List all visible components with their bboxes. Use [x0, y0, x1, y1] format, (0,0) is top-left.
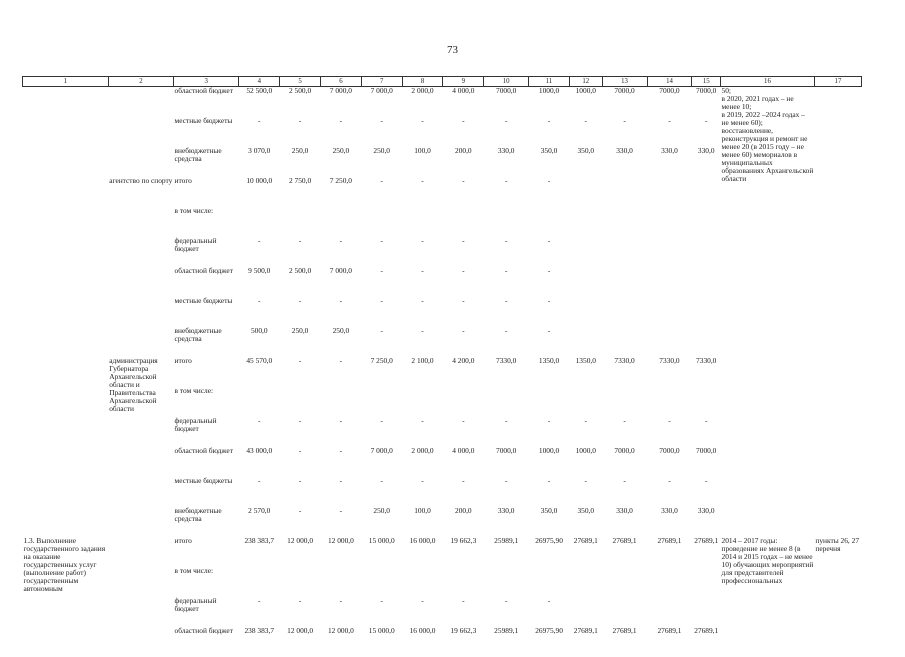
amount-cell: - [504, 115, 508, 125]
amount-cell: - [462, 295, 465, 305]
amount-cell [361, 567, 402, 597]
amount-cell: - [668, 415, 671, 425]
amount-cell: 4 000,0 [452, 445, 475, 455]
amount-cell: 7330,0 [496, 355, 517, 365]
column-header: 12 [569, 77, 602, 87]
amount-cell: - [339, 475, 343, 485]
amount-cell: - [421, 175, 424, 185]
amount-cell: 7 000,0 [329, 265, 352, 275]
column-header: 3 [174, 77, 239, 87]
amount-cell: - [504, 595, 508, 605]
amount-cell: 7330,0 [659, 355, 680, 365]
amount-cell: - [258, 415, 261, 425]
amount-cell: - [380, 295, 383, 305]
amount-cell: - [668, 475, 671, 485]
amount-cell: 7000,0 [659, 86, 680, 95]
amount-cell: 238 383,7 [244, 625, 275, 635]
amount-cell [569, 567, 602, 597]
amount-cell [443, 387, 484, 417]
funding-source: федеральный бюджет [174, 235, 217, 253]
amount-cell: 7000,0 [614, 445, 635, 455]
column-header: 13 [602, 77, 647, 87]
amount-cell: 7 250,0 [329, 175, 352, 185]
funding-source: в том числе: [174, 385, 214, 395]
amount-cell [692, 207, 721, 237]
amount-cell [602, 567, 647, 597]
amount-cell: - [704, 115, 708, 125]
empty-cell [23, 357, 109, 537]
amount-cell: - [547, 325, 551, 335]
amount-cell: - [339, 445, 343, 455]
funding-source: областной бюджет [174, 265, 233, 275]
amount-cell: - [504, 175, 508, 185]
budget-table [22, 76, 862, 657]
amount-cell: 25989,1 [494, 535, 519, 545]
amount-cell: - [462, 115, 465, 125]
amount-cell [647, 177, 692, 207]
amount-cell: - [504, 265, 508, 275]
amount-cell: - [298, 475, 302, 485]
amount-cell: - [547, 265, 551, 275]
amount-cell [239, 207, 280, 237]
amount-cell: 350,0 [577, 145, 595, 155]
amount-cell: 250,0 [291, 145, 309, 155]
funding-source: местные бюджеты [174, 115, 233, 125]
amount-cell [239, 387, 280, 417]
amount-cell: - [623, 475, 626, 485]
funding-source: местные бюджеты [174, 295, 233, 305]
funding-source: федеральный бюджет [174, 415, 217, 433]
amount-cell: - [504, 295, 508, 305]
amount-cell [692, 567, 721, 597]
table-body [23, 87, 862, 657]
column-header: 14 [647, 77, 692, 87]
amount-cell: 350,0 [540, 505, 558, 515]
amount-cell: - [339, 355, 343, 365]
amount-cell [569, 597, 602, 627]
amount-cell: - [584, 475, 588, 485]
amount-cell [602, 237, 647, 267]
amount-cell [647, 597, 692, 627]
amount-cell [402, 567, 443, 597]
empty-cell [108, 537, 173, 657]
amount-cell: 350,0 [577, 505, 595, 515]
amount-cell: - [547, 295, 551, 305]
empty-cell [814, 87, 861, 537]
amount-cell: - [380, 115, 383, 125]
amount-cell [602, 177, 647, 207]
amount-cell: - [258, 235, 261, 245]
amount-cell [602, 327, 647, 357]
amount-cell [239, 567, 280, 597]
amount-cell: 330,0 [616, 145, 633, 155]
amount-cell: - [339, 505, 343, 515]
amount-cell: 7000,0 [614, 86, 635, 95]
amount-cell: - [258, 295, 261, 305]
funding-source: областной бюджет [174, 445, 233, 455]
amount-cell: - [258, 595, 261, 605]
amount-cell: 4 000,0 [452, 86, 475, 95]
amount-cell: 100,0 [414, 505, 431, 515]
amount-cell: - [380, 415, 383, 425]
amount-cell: 2 100,0 [411, 355, 434, 365]
amount-cell: - [462, 595, 465, 605]
amount-cell: - [623, 115, 626, 125]
amount-cell [602, 297, 647, 327]
amount-cell [320, 387, 361, 417]
amount-cell: 7000,0 [696, 445, 717, 455]
amount-cell: - [380, 265, 383, 275]
amount-cell: - [668, 115, 671, 125]
amount-cell: 200,0 [455, 505, 472, 515]
amount-cell: 10 000,0 [246, 175, 273, 185]
amount-cell: - [462, 475, 465, 485]
amount-cell: 12 000,0 [327, 625, 354, 635]
amount-cell: 12 000,0 [287, 535, 314, 545]
amount-cell: - [421, 115, 424, 125]
amount-cell: 27689,1 [612, 535, 637, 545]
amount-cell: 7 000,0 [370, 445, 393, 455]
amount-cell: - [339, 595, 343, 605]
column-header: 17 [814, 77, 861, 87]
amount-cell: 7330,0 [614, 355, 635, 365]
amount-cell: - [704, 475, 708, 485]
amount-cell: 27689,1 [657, 625, 682, 635]
amount-cell: 1350,0 [575, 355, 596, 365]
amount-cell: 250,0 [332, 145, 350, 155]
amount-cell: - [258, 115, 261, 125]
amount-cell [692, 267, 721, 297]
amount-cell [484, 207, 529, 237]
column-header: 11 [529, 77, 570, 87]
amount-cell: - [298, 355, 302, 365]
amount-cell: 16 000,0 [409, 625, 436, 635]
funding-source: итого [174, 535, 192, 545]
column-header: 16 [721, 77, 815, 87]
amount-cell: - [421, 415, 424, 425]
funding-source: федеральный бюджет [174, 595, 217, 613]
amount-cell: 330,0 [497, 145, 515, 155]
amount-cell: - [462, 265, 465, 275]
amount-cell [280, 207, 321, 237]
amount-cell [647, 327, 692, 357]
amount-cell [280, 567, 321, 597]
amount-cell: 26975,90 [535, 535, 563, 545]
amount-cell: 7000,0 [696, 86, 717, 95]
amount-cell: 4 200,0 [452, 355, 475, 365]
amount-cell: - [623, 415, 626, 425]
amount-cell: 27689,1 [657, 535, 682, 545]
amount-cell: 9 500,0 [248, 265, 271, 275]
amount-cell: 100,0 [414, 145, 431, 155]
amount-cell: 7 250,0 [370, 355, 393, 365]
amount-cell: - [380, 235, 383, 245]
page-number: 73 [447, 44, 458, 56]
amount-cell: 330,0 [497, 505, 515, 515]
amount-cell: 500,0 [250, 325, 268, 335]
column-header: 4 [239, 77, 280, 87]
empty-cell [108, 87, 173, 177]
amount-cell: - [339, 295, 343, 305]
amount-cell: 12 000,0 [287, 625, 314, 635]
amount-cell: - [584, 115, 588, 125]
column-header: 5 [280, 77, 321, 87]
amount-cell: 7 000,0 [329, 86, 352, 95]
table-row [23, 537, 862, 567]
amount-cell [602, 207, 647, 237]
amount-cell [692, 297, 721, 327]
amount-cell: - [547, 235, 551, 245]
column-header: 6 [320, 77, 361, 87]
amount-cell: - [462, 235, 465, 245]
amount-cell: 19 662,3 [450, 625, 477, 635]
amount-cell: 1000,0 [538, 86, 560, 95]
column-header: 9 [443, 77, 484, 87]
amount-cell: 2 750,0 [288, 175, 312, 185]
amount-cell: 27689,1 [694, 535, 719, 545]
amount-cell: - [339, 235, 343, 245]
amount-cell [647, 267, 692, 297]
executor: администрация Губернатора Архангельской области и Правительства Архангельской области [109, 355, 158, 413]
expected-results: 2014 – 2017 годы: проведение не менее 8 (в 2014 и 2015 годах – не менее 10) обучающих мероприятий для представителей профессиональных [721, 535, 814, 585]
amount-cell: - [298, 505, 302, 515]
header-row [23, 77, 862, 87]
reference: пункты 26, 27 перечня [815, 535, 860, 553]
amount-cell: 52 500,0 [246, 86, 273, 95]
item-name: 1.3. Выполнение государственного задания на оказание государственных услуг (выполнение работ) государственным автономным [23, 535, 106, 593]
amount-cell [647, 297, 692, 327]
amount-cell: 43 000,0 [246, 445, 273, 455]
amount-cell: 7000,0 [496, 86, 517, 95]
amount-cell [569, 297, 602, 327]
amount-cell: 2 000,0 [411, 86, 434, 95]
amount-cell: 330,0 [697, 145, 715, 155]
funding-source: внебюджетные средства [174, 145, 222, 163]
amount-cell: 15 000,0 [368, 625, 395, 635]
funding-source: итого [174, 175, 192, 185]
amount-cell: - [339, 415, 343, 425]
amount-cell: - [298, 235, 302, 245]
funding-source: в том числе: [174, 205, 214, 215]
amount-cell: - [258, 475, 261, 485]
amount-cell [320, 567, 361, 597]
amount-cell: 250,0 [291, 325, 309, 335]
funding-source: в том числе: [174, 565, 214, 575]
amount-cell: 2 000,0 [411, 445, 434, 455]
amount-cell [602, 267, 647, 297]
amount-cell: - [547, 175, 551, 185]
amount-cell [484, 387, 529, 417]
amount-cell: - [584, 415, 588, 425]
amount-cell: - [462, 325, 465, 335]
empty-cell [23, 87, 109, 177]
amount-cell: - [298, 115, 302, 125]
amount-cell [647, 207, 692, 237]
executor: агентство по спорту [109, 175, 173, 185]
amount-cell [569, 237, 602, 267]
table-row [23, 87, 862, 117]
amount-cell [569, 387, 602, 417]
amount-cell: 330,0 [697, 505, 715, 515]
amount-cell [569, 177, 602, 207]
amount-cell: - [380, 595, 383, 605]
amount-cell: - [504, 475, 508, 485]
amount-cell: 200,0 [455, 145, 472, 155]
amount-cell: 26975,90 [535, 625, 563, 635]
amount-cell [602, 597, 647, 627]
amount-cell: 12 000,0 [327, 535, 354, 545]
amount-cell: 250,0 [373, 145, 391, 155]
amount-cell [602, 387, 647, 417]
amount-cell: - [380, 175, 383, 185]
amount-cell: 2 570,0 [248, 505, 271, 515]
amount-cell: 3 070,0 [248, 145, 271, 155]
amount-cell: 7000,0 [659, 445, 680, 455]
amount-cell [484, 567, 529, 597]
funding-source: внебюджетные средства [174, 325, 222, 343]
funding-source: областной бюджет [174, 625, 233, 635]
funding-source: внебюджетные средства [174, 505, 222, 523]
amount-cell: - [504, 235, 508, 245]
amount-cell: 2 500,0 [288, 86, 312, 95]
amount-cell: 15 000,0 [368, 535, 395, 545]
amount-cell: 16 000,0 [409, 535, 436, 545]
amount-cell [361, 207, 402, 237]
amount-cell [647, 237, 692, 267]
amount-cell: 19 662,3 [450, 535, 477, 545]
column-header: 1 [23, 77, 109, 87]
amount-cell: 27689,1 [573, 535, 598, 545]
amount-cell [569, 207, 602, 237]
expected-results: 50; в 2020, 2021 годах – не менее 10; в 2019, 2022 –2024 годах – не менее 60); восстановление, реконструкция и ремонт не менее 20 (в 2015 году – не менее 60) мемориалов в муниципальных образованиях Архангельской области [721, 86, 814, 183]
amount-cell [647, 567, 692, 597]
amount-cell [692, 237, 721, 267]
amount-cell: - [380, 325, 383, 335]
funding-source: итого [174, 355, 192, 365]
amount-cell [692, 387, 721, 417]
amount-cell: 7000,0 [496, 445, 517, 455]
column-header: 2 [108, 77, 173, 87]
column-header: 7 [361, 77, 402, 87]
amount-cell: - [504, 325, 508, 335]
amount-cell: 27689,1 [612, 625, 637, 635]
amount-cell: - [339, 115, 343, 125]
amount-cell: - [547, 595, 551, 605]
amount-cell: - [547, 115, 551, 125]
amount-cell: 2 500,0 [288, 265, 312, 275]
amount-cell: - [298, 415, 302, 425]
amount-cell: - [421, 235, 424, 245]
amount-cell: - [380, 475, 383, 485]
amount-cell [443, 207, 484, 237]
amount-cell: - [298, 445, 302, 455]
amount-cell: - [298, 295, 302, 305]
amount-cell: 1000,0 [538, 445, 560, 455]
amount-cell: 1350,0 [538, 355, 560, 365]
column-header: 10 [484, 77, 529, 87]
amount-cell: - [421, 595, 424, 605]
amount-cell: 7 000,0 [370, 86, 393, 95]
amount-cell [402, 387, 443, 417]
amount-cell [692, 597, 721, 627]
amount-cell [529, 567, 570, 597]
amount-cell: 330,0 [661, 145, 678, 155]
amount-cell [280, 387, 321, 417]
amount-cell [529, 207, 570, 237]
amount-cell: - [704, 415, 708, 425]
amount-cell: - [547, 475, 551, 485]
amount-cell [692, 327, 721, 357]
amount-cell: - [421, 325, 424, 335]
amount-cell: 250,0 [373, 505, 391, 515]
amount-cell: 330,0 [616, 505, 633, 515]
funding-source: областной бюджет [174, 86, 233, 95]
amount-cell: 1000,0 [575, 86, 596, 95]
amount-cell: 25989,1 [494, 625, 519, 635]
amount-cell [647, 387, 692, 417]
amount-cell: 7330,0 [696, 355, 717, 365]
amount-cell: - [298, 595, 302, 605]
amount-cell [569, 327, 602, 357]
amount-cell: - [547, 415, 551, 425]
amount-cell [692, 177, 721, 207]
amount-cell: 350,0 [540, 145, 558, 155]
amount-cell [529, 387, 570, 417]
amount-cell: - [421, 295, 424, 305]
amount-cell: 250,0 [332, 325, 350, 335]
amount-cell: 330,0 [661, 505, 678, 515]
amount-cell: - [421, 265, 424, 275]
column-header: 8 [402, 77, 443, 87]
amount-cell: 45 570,0 [246, 355, 273, 365]
amount-cell [402, 207, 443, 237]
amount-cell: - [504, 415, 508, 425]
amount-cell: - [421, 475, 424, 485]
funding-source: местные бюджеты [174, 475, 233, 485]
amount-cell: 238 383,7 [244, 535, 275, 545]
amount-cell: 27689,1 [694, 625, 719, 635]
amount-cell [361, 387, 402, 417]
amount-cell [320, 207, 361, 237]
amount-cell: 27689,1 [573, 625, 598, 635]
column-header: 15 [692, 77, 721, 87]
amount-cell: 1000,0 [575, 445, 596, 455]
amount-cell: - [462, 415, 465, 425]
amount-cell [443, 567, 484, 597]
amount-cell [569, 267, 602, 297]
empty-cell [23, 177, 109, 357]
amount-cell: - [462, 175, 465, 185]
